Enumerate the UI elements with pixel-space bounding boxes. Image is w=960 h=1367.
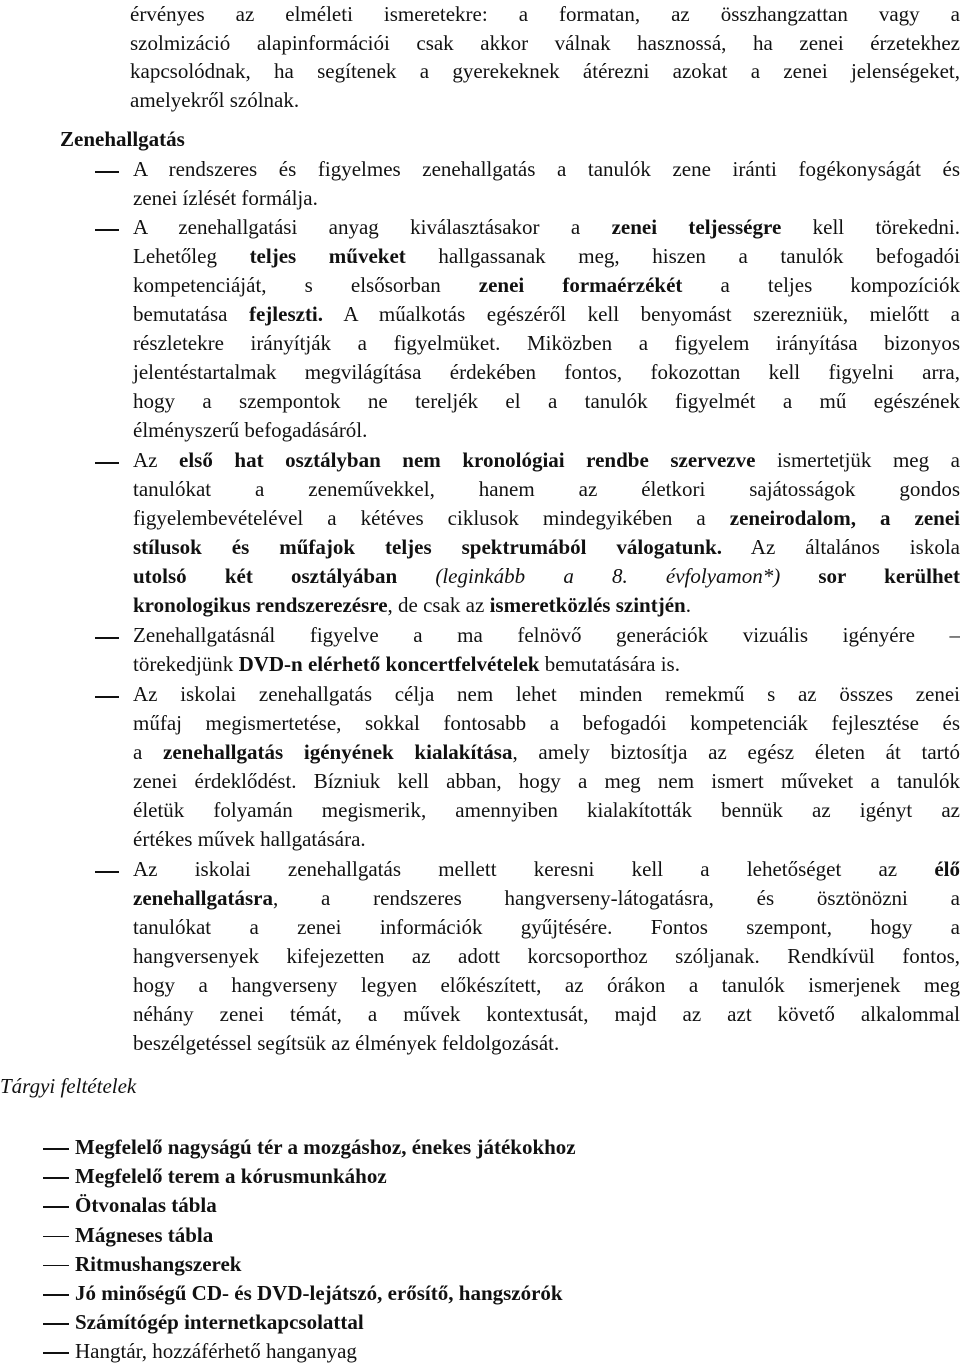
bullet5-line-6: értékes művek hallgatására. xyxy=(133,827,366,851)
bullet-dash xyxy=(95,229,119,231)
bullet2-line-2: Lehetőleg teljes műveket hallgassanak meg, hiszen a tanulók befogadói xyxy=(133,244,960,268)
bullet3-line-5: utolsó két osztályában (leginkább a 8. évfolyamon*) sor kerülhet xyxy=(133,564,960,588)
conditions-title: Tárgyi feltételek xyxy=(0,1074,137,1098)
bullet3-line-4: stílusok és műfajok teljes spektrumából válogatunk. Az általános iskola xyxy=(133,535,960,559)
bullet-dash xyxy=(95,171,119,173)
bullet6-line-3: tanulókat a zenei információk gyűjtésére. Fontos szempont, hogy a xyxy=(133,915,960,939)
condition-item: Ötvonalas tábla xyxy=(75,1193,217,1218)
bullet-dash xyxy=(95,637,119,639)
condition-item: Számítógép internetkapcsolattal xyxy=(75,1310,364,1335)
intro-line-4: amelyekről szólnak. xyxy=(130,88,300,112)
bullet2-line-4: bemutatása fejleszti. A műalkotás egészéről kell benyomást szerezniük, mielőtt a xyxy=(133,302,960,326)
intro-line-3: kapcsolódnak, ha segítenek a gyerekeknek átérezni azokat a zenei jelenségeket, xyxy=(130,59,960,83)
bullet6-line-1: Az iskolai zenehallgatás mellett keresni kell a lehetőséget az élő xyxy=(133,857,960,881)
bullet-dash xyxy=(95,462,119,464)
condition-item: Megfelelő nagyságú tér a mozgáshoz, énekes játékokhoz xyxy=(75,1135,576,1159)
bullet1-line-1: A rendszeres és figyelmes zenehallgatás a tanulók zene iránti fogékonyságát és xyxy=(133,157,960,181)
condition-item: Jó minőségű CD- és DVD-lejátszó, erősítő, hangszórók xyxy=(75,1281,563,1305)
bullet6-line-4: hangversenyek kifejezetten az adott korcsoporthoz szóljanak. Rendkívül fontos, xyxy=(133,944,960,968)
list-dash xyxy=(43,1294,69,1296)
bullet5-line-3: a zenehallgatás igényének kialakítása, amely biztosítja az egész életen át tartó xyxy=(133,740,960,764)
bullet2-line-5: részletekre irányítják a figyelmüket. Miközben a figyelem irányítása bizonyos xyxy=(133,331,960,355)
bullet5-line-2: műfaj megismertetése, sokkal fontosabb a befogadói kompetenciák fejlesztése és xyxy=(133,711,960,735)
list-dash xyxy=(43,1236,69,1238)
bullet5-line-5: életük folyamán megismerik, amennyiben kialakították bennük az igényt az xyxy=(133,798,960,822)
bullet6-line-7: beszélgetéssel segítsük az élmények feldolgozását. xyxy=(133,1031,560,1055)
list-dash xyxy=(43,1177,69,1179)
list-dash xyxy=(43,1323,69,1325)
bullet2-line-8: élményszerű befogadásáról. xyxy=(133,418,368,442)
list-dash xyxy=(43,1148,69,1150)
bullet6-line-6: néhány zenei témát, a művek kontextusát, majd az azt követő alkalommal xyxy=(133,1002,960,1026)
condition-item: Ritmushangszerek xyxy=(75,1251,242,1276)
bullet4-line-2: törekedjünk DVD-n elérhető koncertfelvételek bemutatására is. xyxy=(133,652,680,676)
condition-item: Mágneses tábla xyxy=(75,1222,214,1247)
section-title: Zenehallgatás xyxy=(60,127,185,151)
bullet2-line-3: kompetenciáját, s elsősorban zenei formaérzékét a teljes kompozíciók xyxy=(133,273,960,297)
bullet-dash xyxy=(95,696,119,698)
list-dash xyxy=(43,1265,69,1267)
bullet3-line-1: Az első hat osztályban nem kronológiai rendbe szervezve ismertetjük meg a xyxy=(133,448,960,472)
intro-line-2: szolmizáció alapinformációi csak akkor válnak hasznossá, ha zenei érzetekhez xyxy=(130,31,960,55)
bullet6-line-5: hogy a hangverseny legyen előkészített, az órákon a tanulók ismerjenek meg xyxy=(133,973,960,997)
list-dash xyxy=(43,1352,69,1354)
bullet2-line-1: A zenehallgatási anyag kiválasztásakor a zenei teljességre kell törekedni. xyxy=(133,215,960,239)
bullet5-line-1: Az iskolai zenehallgatás célja nem lehet minden remekmű s az összes zenei xyxy=(133,682,960,706)
bullet4-line-1: Zenehallgatásnál figyelve a ma felnövő generációk vizuális igényére – xyxy=(133,623,960,647)
bullet2-line-7: hogy a szempontok ne tereljék el a tanulók figyelmét a mű egészének xyxy=(133,389,960,413)
list-dash xyxy=(43,1206,69,1208)
bullet6-line-2: zenehallgatásra, a rendszeres hangverseny-látogatásra, és ösztönözni a xyxy=(133,886,960,910)
bullet5-line-4: zenei érdeklődést. Bízniuk kell abban, hogy a meg nem ismert műveket a tanulók xyxy=(133,769,960,793)
bullet1-line-2: zenei ízlését formálja. xyxy=(133,186,318,210)
bullet3-line-6: kronologikus rendszerezésre, de csak az ismeretközlés szintjén. xyxy=(133,593,691,617)
bullet-dash xyxy=(95,871,119,873)
bullet2-line-6: jelentéstartalmak megvilágítása érdekében fontos, fokozottan kell figyelni arra, xyxy=(133,360,960,384)
condition-item: Megfelelő terem a kórusmunkához xyxy=(75,1164,387,1189)
intro-line-1: érvényes az elméleti ismeretekre: a formatan, az összhangzattan vagy a xyxy=(130,2,960,26)
bullet3-line-3: figyelembevételével a kétéves ciklusok mindegyikében a zeneirodalom, a zenei xyxy=(133,506,960,530)
bullet3-line-2: tanulókat a zeneművekkel, hanem az életkori sajátosságok gondos xyxy=(133,477,960,501)
condition-item: Hangtár, hozzáférhető hanganyag xyxy=(75,1339,357,1364)
